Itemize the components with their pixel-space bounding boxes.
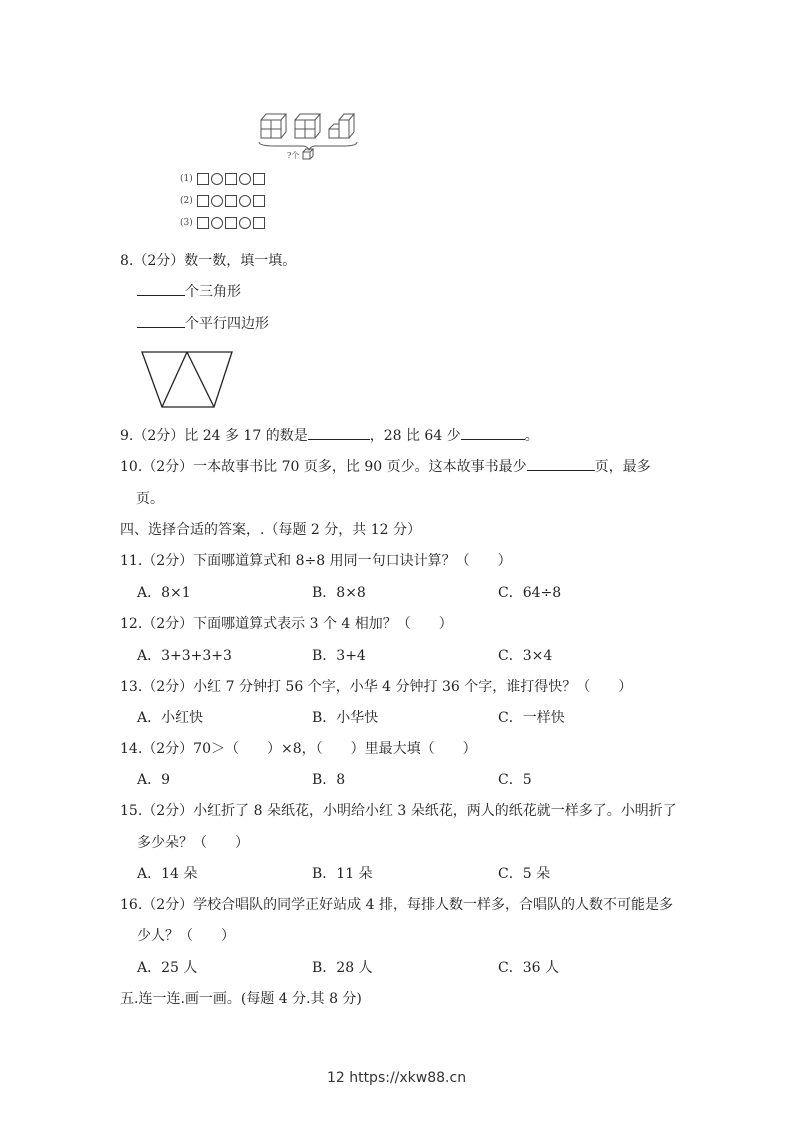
circle-box[interactable] — [211, 173, 223, 185]
q9-part1: 9.（2分）比 24 多 17 的数是 — [120, 428, 308, 444]
answer-blank[interactable] — [461, 425, 525, 440]
q8-line1-text: 个三角形 — [185, 284, 241, 300]
q14-option-b[interactable]: B．8 — [312, 772, 346, 788]
q15-line2: 多少朵？（ ） — [137, 835, 249, 851]
q15-line1: 15.（2分）小红折了 8 朵纸花，小明给小红 3 朵纸花，两人的纸花就一样多了。小明折了 — [120, 803, 677, 819]
q13-option-b[interactable]: B．小华快 — [312, 710, 379, 726]
q16-option-a[interactable]: A．25 人 — [137, 960, 198, 976]
q11-option-a[interactable]: A．8×1 — [137, 585, 191, 601]
circle-box[interactable] — [239, 217, 251, 229]
q9-part2: ，28 比 64 少 — [369, 428, 461, 444]
q12-option-a[interactable]: A．3+3+3+3 — [137, 648, 232, 664]
q13-stem: 13.（2分）小红 7 分钟打 56 个字，小华 4 分钟打 36 个字，谁打得快？（ ） — [120, 679, 633, 695]
square-box[interactable] — [197, 217, 209, 229]
q16-option-b[interactable]: B．28 人 — [312, 960, 373, 976]
q10-line2 — [120, 488, 164, 508]
square-box[interactable] — [225, 173, 237, 185]
q11-stem: 11.（2分）下面哪道算式和 8÷8 用同一句口诀计算？（ ） — [120, 553, 512, 569]
q15-option-c[interactable]: C．5 朵 — [498, 866, 551, 882]
q8-line2 — [137, 313, 269, 333]
q10-part3: 页。 — [136, 491, 164, 507]
q11-option-c[interactable]: C．64÷8 — [498, 585, 562, 601]
section-4-heading: 四、选择合适的答案，.（每题 2 分，共 12 分） — [120, 522, 421, 538]
trapezoid-figure — [140, 350, 235, 410]
q13-option-c[interactable]: C．一样快 — [498, 710, 565, 726]
circle-box[interactable] — [211, 195, 223, 207]
answer-blank[interactable] — [137, 281, 185, 296]
row-label: (1) — [180, 174, 193, 184]
q14-option-c[interactable]: C．5 — [498, 772, 532, 788]
q16-option-c[interactable]: C．36 人 — [498, 960, 559, 976]
q9-part3: 。 — [524, 428, 539, 444]
q15-option-b[interactable]: B．11 朵 — [312, 866, 373, 882]
circle-box[interactable] — [211, 217, 223, 229]
shape-row-2 — [180, 194, 266, 207]
square-box[interactable] — [225, 217, 237, 229]
answer-blank[interactable] — [527, 456, 595, 471]
shape-row-1 — [180, 172, 266, 185]
square-box[interactable] — [253, 173, 265, 185]
page-footer: 12 https://xkw88.cn — [326, 1070, 467, 1086]
q15-option-a[interactable]: A．14 朵 — [137, 866, 198, 882]
square-box[interactable] — [197, 195, 209, 207]
q14-stem: 14.（2分）70＞（ ）×8，（ ）里最大填（ ） — [120, 741, 477, 757]
q10-part2: 页，最多 — [594, 459, 651, 475]
q8-stem: 8.（2分）数一数，填一填。 — [120, 253, 297, 269]
row-label: (3) — [180, 218, 193, 228]
circle-box[interactable] — [239, 195, 251, 207]
row-label: (2) — [180, 196, 193, 206]
answer-blank[interactable] — [308, 425, 370, 440]
cube-figure — [255, 108, 365, 167]
q14-option-a[interactable]: A．9 — [137, 772, 171, 788]
square-box[interactable] — [197, 173, 209, 185]
square-box[interactable] — [253, 217, 265, 229]
q9 — [120, 425, 539, 445]
cube-caption: ?个 — [287, 151, 300, 160]
q10-line1 — [120, 456, 651, 476]
q16-line2: 少人？（ ） — [137, 928, 235, 944]
q13-option-a[interactable]: A．小红快 — [137, 710, 204, 726]
answer-blank[interactable] — [120, 488, 136, 503]
circle-box[interactable] — [239, 173, 251, 185]
q16-line1: 16.（2分）学校合唱队的同学正好站成 4 排，每排人数一样多，合唱队的人数不可能是多 — [120, 897, 673, 913]
cube-figure-svg — [255, 108, 365, 163]
q12-stem: 12.（2分）下面哪道算式表示 3 个 4 相加？（ ） — [120, 616, 453, 632]
section-5-heading: 五.连一连.画一画。(每题 4 分.其 8 分) — [120, 991, 362, 1007]
q12-option-b[interactable]: B．3+4 — [312, 648, 366, 664]
shape-row-3 — [180, 216, 266, 229]
square-box[interactable] — [225, 195, 237, 207]
answer-blank[interactable] — [137, 313, 185, 328]
q12-option-c[interactable]: C．3×4 — [498, 648, 553, 664]
q11-option-b[interactable]: B．8×8 — [312, 585, 366, 601]
q10-part1: 10.（2分）一本故事书比 70 页多，比 90 页少。这本故事书最少 — [120, 459, 527, 475]
square-box[interactable] — [253, 195, 265, 207]
q8-line2-text: 个平行四边形 — [185, 316, 269, 332]
q8-line1 — [137, 281, 241, 301]
